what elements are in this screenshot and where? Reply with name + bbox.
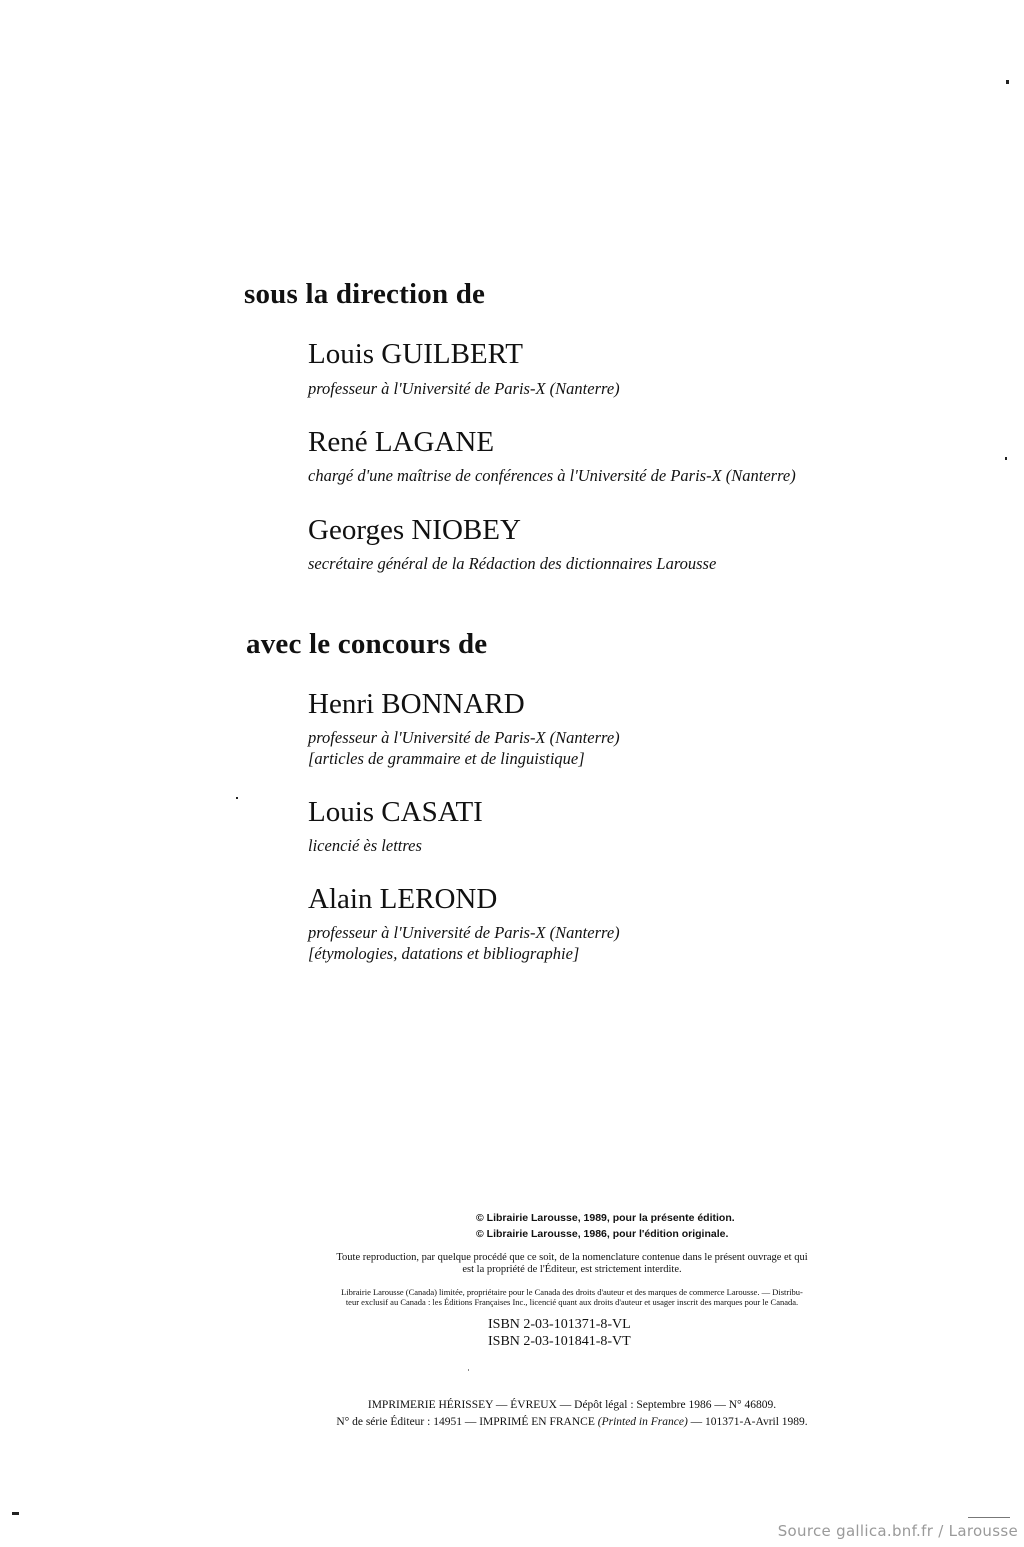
section-heading-concours: avec le concours de bbox=[246, 628, 488, 660]
isbn-block bbox=[488, 1316, 631, 1350]
canada-line-2: teur exclusif au Canada : les Éditions Françaises Inc., licencié quant aux droits d'auteur et usager inscrit des marques pour le Canada. bbox=[345, 1297, 799, 1307]
scan-speck bbox=[12, 1512, 19, 1515]
imprint-line-2-italic: (Printed in France) bbox=[597, 1416, 688, 1428]
person-role-lagane: chargé d'une maîtrise de conférences à l'Université de Paris-X (Nanterre) bbox=[308, 466, 796, 485]
person-name-lagane: René LAGANE bbox=[308, 426, 495, 458]
reproduction-line-2: est la propriété de l'Éditeur, est strictement interdite. bbox=[462, 1264, 682, 1275]
person-name-guilbert: Louis GUILBERT bbox=[308, 338, 523, 370]
canada-notice bbox=[262, 1287, 882, 1307]
person-role-lerond-2: [étymologies, datations et bibliographie] bbox=[308, 944, 580, 963]
person-role-niobey: secrétaire général de la Rédaction des dictionnaires Larousse bbox=[308, 554, 717, 573]
scan-speck bbox=[236, 797, 238, 799]
imprint-line-1: IMPRIMERIE HÉRISSEY — ÉVREUX — Dépôt légal : Septembre 1986 — N° 46809. bbox=[367, 1399, 777, 1411]
person-name-bonnard: Henri BONNARD bbox=[308, 688, 525, 720]
person-name-niobey: Georges NIOBEY bbox=[308, 514, 521, 546]
person-role-lerond-1: professeur à l'Université de Paris-X (Nanterre) bbox=[308, 923, 620, 942]
imprint bbox=[262, 1397, 882, 1431]
scan-speck bbox=[468, 1369, 469, 1371]
imprint-line-2-end: — 101371-A-Avril 1989. bbox=[687, 1416, 808, 1428]
scan-speck bbox=[1006, 80, 1009, 84]
person-role-bonnard-1: professeur à l'Université de Paris-X (Nanterre) bbox=[308, 728, 620, 747]
imprint-line-2 bbox=[262, 1414, 882, 1431]
person-role-casati: licencié ès lettres bbox=[308, 836, 422, 855]
copyright-line-1: © Librairie Larousse, 1989, pour la présente édition. bbox=[476, 1212, 735, 1224]
reproduction-notice bbox=[262, 1252, 882, 1276]
person-name-lerond: Alain LEROND bbox=[308, 883, 498, 915]
isbn-vl: ISBN 2-03-101371-8-VL bbox=[488, 1317, 631, 1332]
reproduction-line-1: Toute reproduction, par quelque procédé que ce soit, de la nomenclature contenue dans le présent ouvrage et qui bbox=[336, 1252, 808, 1263]
imprint-line-2-start: N° de série Éditeur : 14951 — IMPRIMÉ EN FRANCE bbox=[336, 1416, 598, 1428]
person-role-bonnard-2: [articles de grammaire et de linguistique] bbox=[308, 749, 585, 768]
canada-line-1: Librairie Larousse (Canada) limitée, propriétaire pour le Canada des droits d'auteur et des marques de commerce Larousse. — Distribu- bbox=[341, 1287, 803, 1297]
isbn-vt: ISBN 2-03-101841-8-VT bbox=[488, 1334, 631, 1349]
source-watermark: Source gallica.bnf.fr / Larousse bbox=[777, 1522, 1018, 1540]
person-name-casati: Louis CASATI bbox=[308, 796, 483, 828]
scan-speck bbox=[1005, 457, 1007, 460]
copyright-line-2: © Librairie Larousse, 1986, pour l'édition originale. bbox=[476, 1228, 729, 1240]
scan-line bbox=[968, 1517, 1010, 1518]
person-role-guilbert: professeur à l'Université de Paris-X (Nanterre) bbox=[308, 379, 620, 398]
section-heading-direction: sous la direction de bbox=[244, 278, 486, 310]
